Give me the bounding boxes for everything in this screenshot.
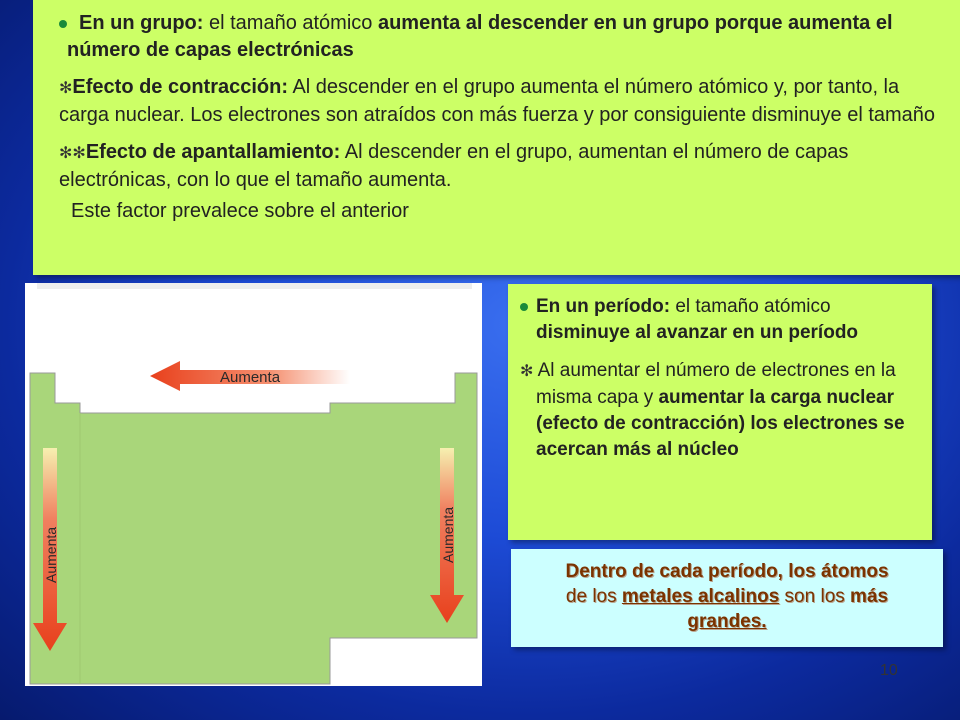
electron-text-b: aumentar la carga nuclear (efecto de contracción) los electrones se acercan más al núcleo: [536, 387, 905, 460]
periodic-table-shape: [30, 373, 477, 684]
periodic-table-diagram: [25, 283, 482, 686]
note-line-2-d: más: [850, 586, 889, 607]
note-line-2: [511, 584, 943, 609]
note-line-3: grandes.: [687, 611, 767, 632]
group-trend-box: [33, 0, 960, 275]
group-heading: En un grupo:: [79, 12, 204, 34]
page-number: 10: [880, 662, 898, 679]
periodic-table-svg: [25, 283, 482, 686]
group-text-b: aumenta al descender en un grupo porque aumenta el número de capas electrónicas: [67, 12, 893, 61]
note-line-2-a: de los: [565, 586, 622, 607]
note-line-2-c: son los: [779, 586, 851, 607]
star-bullet-icon: ✻: [520, 363, 534, 380]
period-text-a: el tamaño atómico: [670, 296, 831, 317]
shielding-text: Al descender en el grupo, aumentan el número de capas electrónicas, con lo que el tamaño aumenta.: [59, 141, 849, 191]
note-line-1: Dentro de cada período, los átomos: [565, 561, 889, 582]
shielding-heading: Efecto de apantallamiento:: [85, 141, 341, 163]
alkali-metals-note: [511, 549, 943, 647]
contraction-text: Al descender en el grupo aumenta el número atómico y, por tanto, la carga nuclear. Los electrones son atraídos con más fuerza y por consiguiente disminuye el tamaño: [59, 76, 936, 126]
top-arrow-label: Aumenta: [220, 369, 281, 386]
shielding-paragraph: [59, 139, 945, 194]
double-star-bullet-icon: ✻✻: [59, 145, 86, 162]
period-heading: En un período:: [536, 296, 671, 317]
period-text-b: disminuye al avanzar en un período: [536, 322, 859, 343]
period-trend-box: [508, 284, 932, 540]
contraction-paragraph: [59, 74, 945, 129]
group-text-a: el tamaño atómico: [203, 12, 378, 34]
bullet-dot-icon: [59, 20, 67, 28]
prevalence-note: Este factor prevalece sobre el anterior: [71, 200, 409, 222]
bullet-dot-icon: [520, 303, 528, 311]
right-arrow-label: Aumenta: [440, 506, 456, 563]
star-bullet-icon: ✻: [59, 80, 73, 97]
electron-paragraph: [520, 358, 918, 463]
contraction-heading: Efecto de contracción:: [72, 76, 289, 98]
electron-text-a: Al aumentar el número de electrones en la misma capa y: [533, 360, 896, 408]
group-trend-paragraph: [59, 10, 945, 64]
period-trend-paragraph: [520, 294, 918, 346]
left-arrow-label: Aumenta: [43, 526, 59, 583]
note-line-2-b: metales alcalinos: [621, 586, 780, 607]
